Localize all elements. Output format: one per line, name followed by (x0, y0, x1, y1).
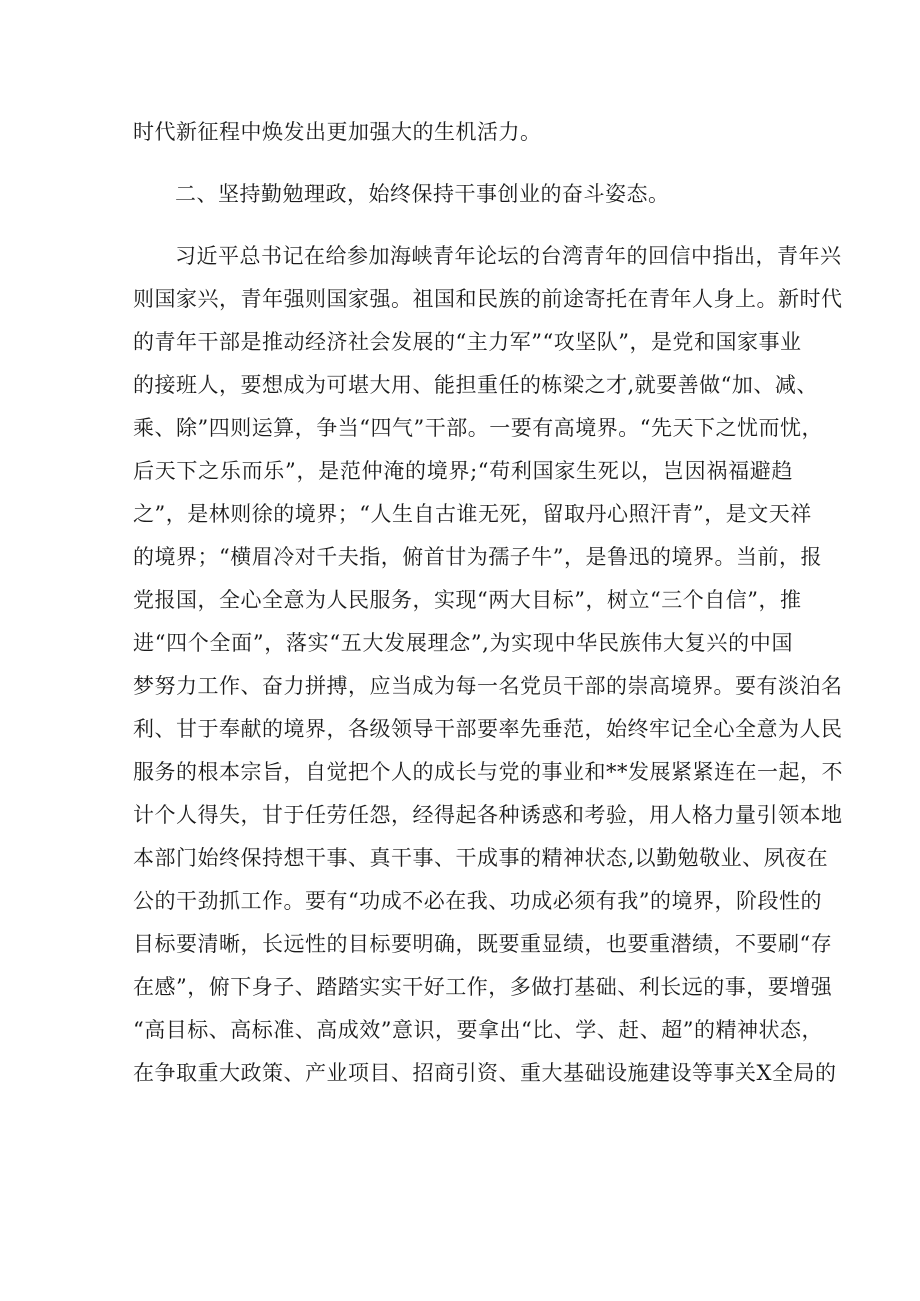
paragraph-line: 公的干劲抓工作。要有“功成不必在我、功成必须有我”的境界，阶段性的 (133, 889, 822, 913)
section-heading: 二、坚持勤勉理政，始终保持干事创业的奋斗姿态。 (175, 182, 670, 206)
continuation-line: 时代新征程中焕发出更加强大的生机活力。 (133, 120, 542, 144)
paragraph-line: 服务的根本宗旨，自觉把个人的成长与党的事业和**发展紧紧连在一起，不 (133, 760, 843, 784)
paragraph-line: 的境界；“横眉冷对千夫指，俯首甘为孺子牛”，是鲁迅的境界。当前，报 (133, 545, 822, 569)
paragraph-line: 本部门始终保持想干事、真干事、干成事的精神状态,以勤勉敬业、夙夜在 (133, 846, 829, 870)
paragraph-line: 在争取重大政策、产业项目、招商引资、重大基础设施建设等事关X全局的 (133, 1061, 837, 1085)
paragraph-line: “高目标、高标准、高成效”意识，要拿出“比、学、赶、超”的精神状态， (133, 1018, 823, 1042)
paragraph-line: 习近平总书记在给参加海峡青年论坛的台湾青年的回信中指出，青年兴 (175, 244, 842, 268)
paragraph-line: 梦努力工作、奋力拼搏，应当成为每一名党员干部的崇高境界。要有淡泊名 (133, 674, 843, 698)
paragraph-line: 进“四个全面”，落实“五大发展理念”,为实现中华民族伟大复兴的中国 (133, 631, 793, 655)
paragraph-line: 计个人得失，甘于任劳任怨，经得起各种诱惑和考验，用人格力量引领本地 (133, 803, 843, 827)
paragraph-line: 之”，是林则徐的境界；“人生自古谁无死，留取丹心照汗青”，是文天祥 (133, 502, 812, 526)
paragraph-line: 乘、除”四则运算，争当“四气”干部。一要有高境界。“先天下之忧而忧， (133, 416, 823, 440)
paragraph-line: 后天下之乐而乐”，是范仲淹的境界;“苟利国家生死以，岂因祸福避趋 (133, 459, 793, 483)
paragraph-line: 的青年干部是推动经济社会发展的“主力军”“攻坚队”，是党和国家事业 (133, 330, 802, 354)
paragraph-line: 则国家兴，青年强则国家强。祖国和民族的前途寄托在青年人身上。新时代 (133, 287, 843, 311)
paragraph-line: 在感”，俯下身子、踏踏实实干好工作，多做打基础、利长远的事，要增强 (133, 975, 833, 999)
paragraph-line: 目标要清晰，长远性的目标要明确，既要重显绩，也要重潜绩，不要刷“存 (133, 932, 833, 956)
paragraph-line: 的接班人，要想成为可堪大用、能担重任的栋梁之才,就要善做“加、减、 (133, 373, 818, 397)
paragraph-line: 利、甘于奉献的境界，各级领导干部要率先垂范，始终牢记全心全意为人民 (133, 717, 843, 741)
paragraph-line: 党报国，全心全意为人民服务，实现“两大目标”，树立“三个自信”，推 (133, 588, 802, 612)
